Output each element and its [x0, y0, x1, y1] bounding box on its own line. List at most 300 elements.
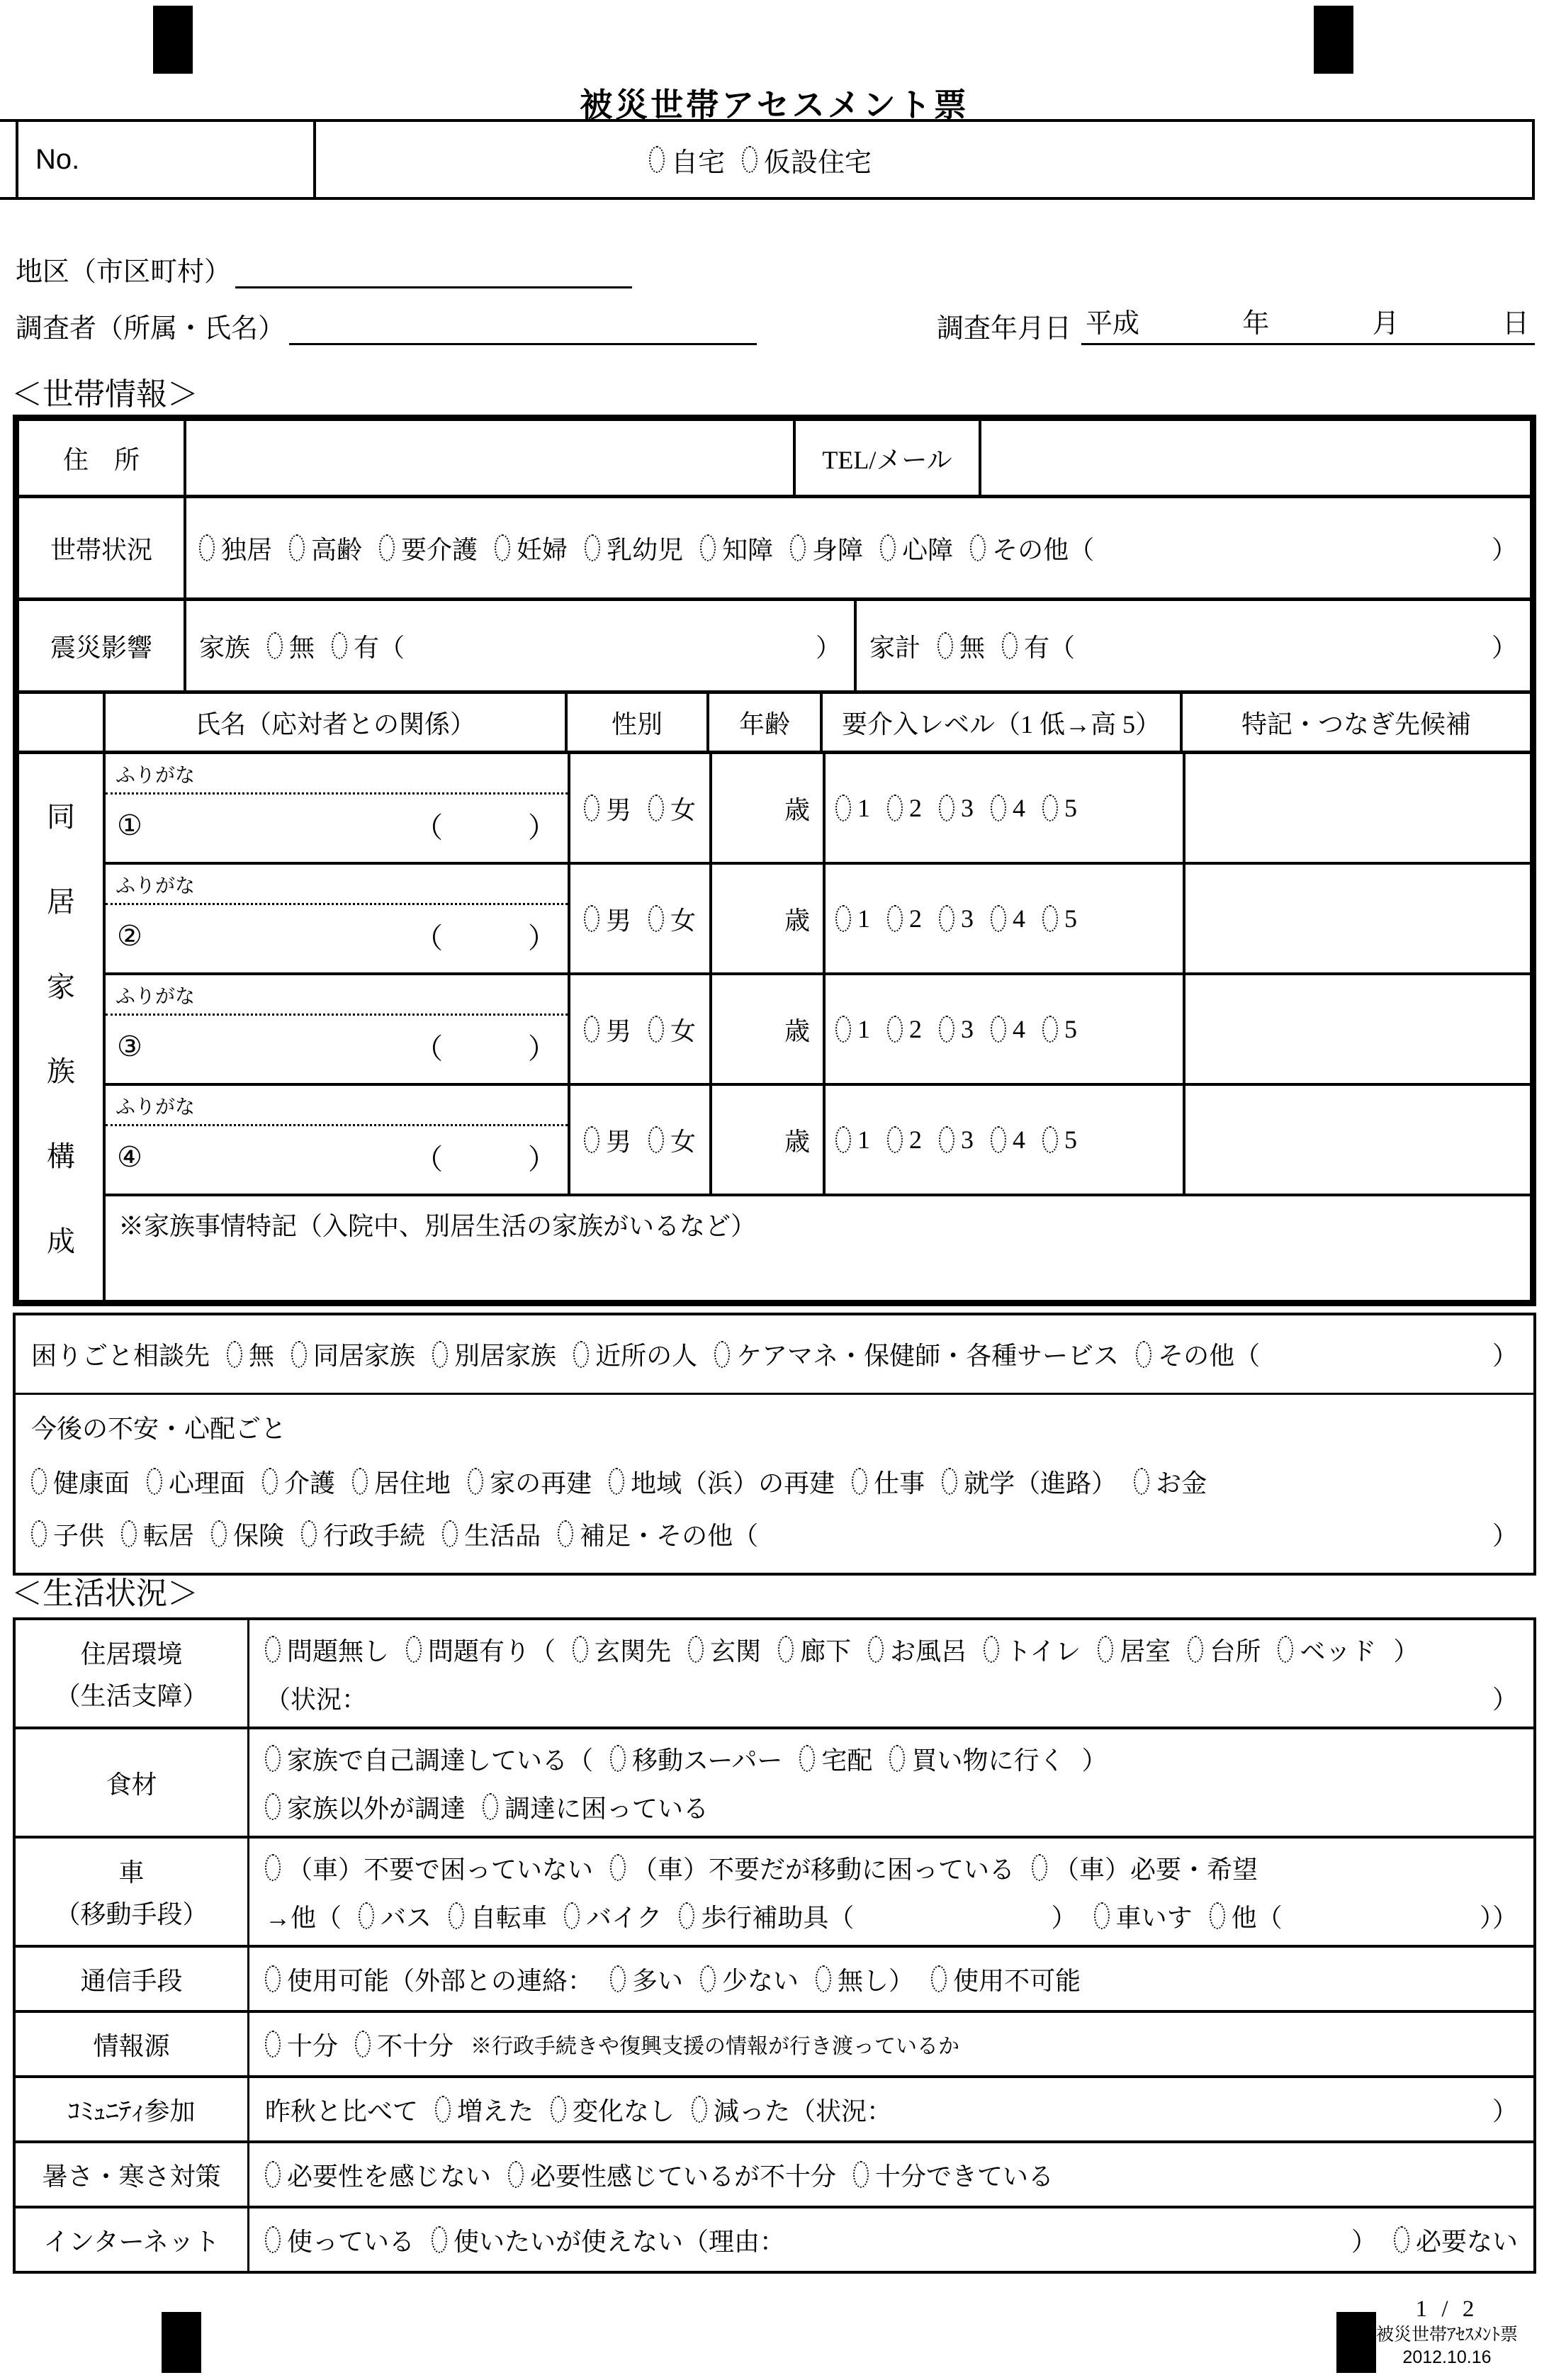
checkbox-oval-icon[interactable]: [887, 795, 903, 821]
checkbox-option[interactable]: [1094, 1898, 1193, 1934]
checkbox-oval-icon[interactable]: [289, 534, 305, 561]
checkbox-oval-icon[interactable]: [265, 1793, 281, 1820]
notes-cell[interactable]: [1183, 975, 1530, 1083]
checkbox-oval-icon[interactable]: [584, 905, 599, 932]
checkbox-oval-icon[interactable]: [211, 1520, 227, 1547]
checkbox-oval-icon[interactable]: [1042, 1016, 1058, 1043]
gender-options: [580, 790, 699, 826]
checkbox-option[interactable]: [289, 530, 362, 566]
checkbox-option[interactable]: [359, 1898, 432, 1934]
checkbox-option[interactable]: [984, 1632, 1081, 1668]
checkbox-oval-icon[interactable]: [609, 1468, 624, 1495]
checkbox-oval-icon[interactable]: [931, 1965, 947, 1992]
write-in-blank[interactable]: [871, 1892, 1034, 1939]
checkbox-option[interactable]: [970, 530, 1094, 566]
checkbox-oval-icon[interactable]: [508, 2161, 524, 2188]
checkbox-option[interactable]: [483, 1789, 709, 1825]
checkbox-oval-icon[interactable]: [573, 1341, 589, 1368]
static-text: ）: [1393, 1637, 1419, 1666]
checkbox-option[interactable]: [700, 530, 773, 566]
checkbox-option[interactable]: [573, 1336, 697, 1372]
checkbox-oval-icon[interactable]: [265, 2031, 281, 2058]
name-field[interactable]: [106, 795, 568, 862]
checkbox-oval-icon[interactable]: [1394, 2226, 1409, 2253]
checkbox-option[interactable]: [1136, 1336, 1260, 1372]
checkbox-oval-icon[interactable]: [584, 1016, 599, 1043]
checkbox-option[interactable]: [449, 1898, 547, 1934]
checkbox-option[interactable]: [700, 1961, 799, 1997]
write-in-blank[interactable]: [1300, 1892, 1463, 1939]
checkbox-oval-icon[interactable]: [1042, 795, 1058, 821]
checkbox-option[interactable]: [265, 1850, 593, 1886]
write-in-blank[interactable]: [775, 1508, 1475, 1560]
option-label: その他（: [1158, 1342, 1261, 1370]
option-label: 調達に困っている: [505, 1794, 709, 1823]
checkbox-option[interactable]: [853, 2157, 1054, 2193]
checkbox-oval-icon[interactable]: [700, 534, 716, 561]
age-field[interactable]: 歳: [709, 975, 823, 1083]
checkbox-option[interactable]: [508, 2157, 836, 2193]
checkbox-oval-icon[interactable]: [199, 534, 215, 561]
notes-cell[interactable]: [1183, 754, 1530, 862]
checkbox-option[interactable]: [31, 1464, 130, 1500]
checkbox-option[interactable]: [355, 2026, 454, 2062]
checkbox-oval-icon[interactable]: [714, 1341, 730, 1368]
relation-paren[interactable]: （ ）: [415, 1143, 556, 1175]
checkbox-oval-icon[interactable]: [379, 534, 395, 561]
age-field[interactable]: 歳: [709, 865, 823, 972]
checkbox-option[interactable]: [468, 1464, 592, 1500]
registration-mark: [153, 6, 193, 74]
checkbox-option[interactable]: [937, 628, 985, 664]
write-in-blank[interactable]: [422, 628, 799, 664]
checkbox-oval-icon[interactable]: [1094, 1902, 1110, 1929]
checkbox-option[interactable]: [1188, 1632, 1261, 1668]
housing-type-box: [0, 119, 1535, 200]
checkbox-option[interactable]: [649, 140, 725, 179]
checkbox-oval-icon[interactable]: [835, 905, 851, 932]
page-footer: [1376, 2295, 1518, 2369]
checkbox-oval-icon[interactable]: [692, 2096, 707, 2123]
checkbox-oval-icon[interactable]: [573, 1636, 588, 1663]
checkbox-oval-icon[interactable]: [648, 1016, 664, 1043]
checkbox-oval-icon[interactable]: [262, 1468, 278, 1495]
furigana-field[interactable]: ふりがな: [106, 1086, 568, 1126]
checkbox-oval-icon[interactable]: [584, 1126, 599, 1153]
checkbox-option[interactable]: [432, 1336, 556, 1372]
checkbox-option[interactable]: [1098, 1632, 1171, 1668]
checkbox-option[interactable]: [991, 1125, 1025, 1155]
family-member-row-2: [106, 862, 1530, 972]
checkbox-oval-icon[interactable]: [332, 632, 347, 659]
checkbox-option[interactable]: [265, 1789, 466, 1825]
checkbox-option[interactable]: [265, 2026, 338, 2062]
checkbox-oval-icon[interactable]: [585, 534, 600, 561]
checkbox-oval-icon[interactable]: [688, 1636, 704, 1663]
disaster-impact-row: [19, 597, 1530, 690]
checkbox-option[interactable]: [265, 1741, 593, 1777]
household-section-heading: ＜世帯情報＞: [11, 377, 198, 412]
care-level-options: [835, 1125, 1173, 1155]
checkbox-option[interactable]: [942, 1464, 1117, 1500]
checkbox-option[interactable]: [584, 1011, 631, 1048]
checkbox-option[interactable]: [584, 790, 631, 826]
static-text: ）: [1492, 1521, 1518, 1550]
tel-value-cell[interactable]: [979, 421, 1530, 495]
checkbox-option[interactable]: [816, 1961, 914, 1997]
option-label: 保険: [233, 1521, 285, 1550]
family-table-header-row: [19, 690, 1530, 751]
checkbox-option[interactable]: [1032, 1850, 1258, 1886]
static-text: ）: [1492, 2096, 1518, 2126]
address-value-cell[interactable]: [184, 421, 793, 495]
checkbox-oval-icon[interactable]: [265, 2226, 281, 2253]
checkbox-option[interactable]: [267, 628, 315, 664]
checkbox-option[interactable]: [265, 1961, 593, 1997]
checkbox-option[interactable]: [352, 1464, 451, 1500]
checkbox-option[interactable]: [648, 790, 696, 826]
checkbox-option[interactable]: [609, 1464, 835, 1500]
option-label: 1: [857, 1015, 870, 1043]
checkbox-oval-icon[interactable]: [435, 2096, 451, 2123]
option-label: 不十分: [377, 2031, 454, 2060]
checkbox-option[interactable]: [887, 1125, 922, 1155]
checkbox-option[interactable]: [147, 1464, 245, 1500]
living-row-label-line: 情報源: [93, 2031, 170, 2060]
option-label: ケアマネ・保健師・各種サービス: [736, 1342, 1120, 1370]
checkbox-oval-icon[interactable]: [991, 795, 1006, 821]
checkbox-oval-icon[interactable]: [887, 1126, 903, 1153]
write-in-blank[interactable]: [909, 2086, 1475, 2133]
checkbox-oval-icon[interactable]: [301, 1520, 317, 1547]
checkbox-option[interactable]: [778, 1632, 851, 1668]
checkbox-option[interactable]: [835, 793, 870, 823]
write-in-blank[interactable]: [1092, 628, 1475, 664]
checkbox-option[interactable]: [742, 140, 872, 179]
checkbox-oval-icon[interactable]: [584, 795, 599, 821]
checkbox-option[interactable]: [887, 793, 922, 823]
checkbox-oval-icon[interactable]: [406, 1636, 422, 1663]
checkbox-oval-icon[interactable]: [1042, 905, 1058, 932]
age-field[interactable]: 歳: [709, 754, 823, 862]
consultation-section: [13, 1313, 1536, 1576]
option-label: 男: [605, 1127, 631, 1156]
checkbox-oval-icon[interactable]: [265, 1854, 281, 1881]
checkbox-option[interactable]: [442, 1516, 541, 1552]
checkbox-oval-icon[interactable]: [265, 1965, 281, 1992]
checkbox-option[interactable]: [688, 1632, 761, 1668]
checkbox-oval-icon[interactable]: [147, 1468, 162, 1495]
checkbox-option[interactable]: [379, 530, 478, 566]
checkbox-option[interactable]: [991, 1014, 1025, 1044]
checkbox-option[interactable]: [610, 1741, 782, 1777]
checkbox-oval-icon[interactable]: [887, 905, 903, 932]
name-field[interactable]: [106, 1016, 568, 1083]
checkbox-option[interactable]: [991, 904, 1025, 933]
checkbox-option[interactable]: [1134, 1464, 1207, 1500]
living-options-line: [265, 1735, 1518, 1782]
checkbox-oval-icon[interactable]: [610, 1854, 626, 1881]
checkbox-oval-icon[interactable]: [648, 905, 664, 932]
checkbox-oval-icon[interactable]: [449, 1902, 464, 1929]
furigana-field[interactable]: ふりがな: [106, 865, 568, 905]
checkbox-option[interactable]: [1002, 628, 1075, 664]
option-label: 男: [605, 795, 631, 824]
checkbox-option[interactable]: [585, 530, 683, 566]
checkbox-oval-icon[interactable]: [970, 534, 986, 561]
option-label: 十分: [287, 2031, 339, 2060]
checkbox-option[interactable]: [790, 530, 863, 566]
checkbox-option[interactable]: [332, 628, 405, 664]
checkbox-oval-icon[interactable]: [868, 1636, 884, 1663]
checkbox-oval-icon[interactable]: [468, 1468, 483, 1495]
option-label: 家の再建: [490, 1469, 592, 1498]
checkbox-oval-icon[interactable]: [778, 1636, 794, 1663]
surveyor-label: 調査者（所属・氏名）: [16, 314, 286, 344]
checkbox-oval-icon[interactable]: [649, 146, 665, 173]
name-field[interactable]: [106, 905, 568, 972]
checkbox-oval-icon[interactable]: [1002, 632, 1018, 659]
checkbox-oval-icon[interactable]: [799, 1745, 815, 1772]
checkbox-option[interactable]: [889, 1741, 1064, 1777]
checkbox-option[interactable]: [301, 1516, 425, 1552]
family-member-row-1: [106, 754, 1530, 862]
checkbox-option[interactable]: [564, 1898, 662, 1934]
checkbox-oval-icon[interactable]: [984, 1636, 999, 1663]
option-label: バス: [381, 1903, 432, 1932]
checkbox-oval-icon[interactable]: [700, 1965, 716, 1992]
option-label: 介護: [284, 1469, 336, 1498]
checkbox-option[interactable]: [939, 904, 974, 933]
checkbox-oval-icon[interactable]: [648, 1126, 664, 1153]
checkbox-option[interactable]: [495, 530, 568, 566]
checkbox-oval-icon[interactable]: [265, 1745, 281, 1772]
living-row-label-line: 住居環境: [80, 1640, 183, 1668]
checkbox-option[interactable]: [573, 1632, 671, 1668]
write-in-blank[interactable]: [384, 1674, 1475, 1721]
checkbox-oval-icon[interactable]: [551, 2096, 566, 2123]
checkbox-oval-icon[interactable]: [939, 1126, 954, 1153]
relation-paren[interactable]: （ ）: [415, 1033, 556, 1065]
notes-cell[interactable]: [1183, 865, 1530, 972]
checkbox-oval-icon[interactable]: [1210, 1902, 1225, 1929]
name-write-in-blank[interactable]: [142, 1016, 415, 1077]
checkbox-option[interactable]: [610, 1850, 1015, 1886]
checkbox-option[interactable]: [1278, 1632, 1376, 1668]
checkbox-oval-icon[interactable]: [742, 146, 757, 173]
checkbox-oval-icon[interactable]: [939, 905, 954, 932]
checkbox-oval-icon[interactable]: [564, 1902, 580, 1929]
district-label: 地区（市区町村）: [16, 257, 232, 287]
future-worries-block: [16, 1395, 1533, 1573]
checkbox-oval-icon[interactable]: [610, 1745, 626, 1772]
living-row-label-line: ｺﾐｭﾆﾃｨ参加: [67, 2096, 196, 2126]
relation-paren[interactable]: （ ）: [415, 812, 556, 843]
checkbox-option[interactable]: [835, 1014, 870, 1044]
living-section-heading: ＜生活状況＞: [11, 1576, 198, 1611]
checkbox-option[interactable]: [262, 1464, 335, 1500]
checkbox-oval-icon[interactable]: [887, 1016, 903, 1043]
checkbox-oval-icon[interactable]: [355, 2031, 371, 2058]
family-group-vertical-label: 同 居 家 族 構 成: [47, 801, 75, 1257]
checkbox-option[interactable]: [880, 530, 953, 566]
living-options-line: [265, 2086, 1518, 2133]
checkbox-oval-icon[interactable]: [432, 1341, 448, 1368]
checkbox-oval-icon[interactable]: [835, 1016, 851, 1043]
checkbox-option[interactable]: [610, 1961, 683, 1997]
checkbox-oval-icon[interactable]: [853, 2161, 869, 2188]
checkbox-oval-icon[interactable]: [291, 1341, 307, 1368]
checkbox-oval-icon[interactable]: [1098, 1636, 1113, 1663]
checkbox-oval-icon[interactable]: [610, 1965, 626, 1992]
checkbox-oval-icon[interactable]: [352, 1468, 368, 1495]
name-write-in-blank[interactable]: [142, 905, 415, 967]
name-write-in-blank[interactable]: [142, 795, 415, 856]
checkbox-oval-icon[interactable]: [816, 1965, 831, 1992]
checkbox-option[interactable]: [406, 1632, 556, 1668]
checkbox-option[interactable]: [939, 793, 974, 823]
checkbox-oval-icon[interactable]: [991, 1126, 1006, 1153]
write-in-blank[interactable]: [1111, 530, 1475, 566]
checkbox-option[interactable]: [714, 1336, 1119, 1372]
checkbox-option[interactable]: [939, 1014, 974, 1044]
checkbox-oval-icon[interactable]: [31, 1468, 47, 1495]
checkbox-option[interactable]: [1394, 2222, 1518, 2258]
checkbox-option[interactable]: [1042, 1125, 1077, 1155]
checkbox-oval-icon[interactable]: [1134, 1468, 1149, 1495]
option-label: 居室: [1120, 1637, 1171, 1666]
checkbox-oval-icon[interactable]: [442, 1520, 458, 1547]
checkbox-oval-icon[interactable]: [121, 1520, 137, 1547]
impact-family-options: [199, 628, 841, 664]
checkbox-option[interactable]: [265, 2157, 491, 2193]
checkbox-oval-icon[interactable]: [1032, 1854, 1047, 1881]
checkbox-option[interactable]: [648, 901, 696, 937]
district-input-line[interactable]: [235, 254, 632, 288]
checkbox-option[interactable]: [648, 1011, 696, 1048]
checkbox-option[interactable]: [435, 2092, 534, 2128]
furigana-field[interactable]: ふりがな: [106, 975, 568, 1016]
option-label: 2: [909, 904, 922, 933]
write-in-blank[interactable]: [802, 2216, 1334, 2263]
checkbox-oval-icon[interactable]: [939, 1016, 954, 1043]
checkbox-option[interactable]: [211, 1516, 284, 1552]
checkbox-oval-icon[interactable]: [937, 632, 953, 659]
notes-cell[interactable]: [1183, 1086, 1530, 1194]
checkbox-option[interactable]: [1042, 904, 1077, 933]
page-number: 1 / 2: [1415, 2296, 1479, 2322]
option-label: 必要ない: [1415, 2227, 1518, 2256]
month-suffix: 月: [1372, 309, 1399, 339]
checkbox-oval-icon[interactable]: [1278, 1636, 1293, 1663]
checkbox-option[interactable]: [835, 904, 870, 933]
checkbox-oval-icon[interactable]: [835, 795, 851, 821]
checkbox-oval-icon[interactable]: [790, 534, 806, 561]
checkbox-oval-icon[interactable]: [679, 1902, 694, 1929]
checkbox-option[interactable]: [648, 1122, 696, 1158]
checkbox-oval-icon[interactable]: [31, 1520, 47, 1547]
static-text: 困りごと相談先: [31, 1342, 210, 1370]
checkbox-option[interactable]: [584, 1122, 631, 1158]
checkbox-option[interactable]: [558, 1516, 758, 1552]
option-label: 歩行補助具（: [701, 1903, 855, 1932]
checkbox-oval-icon[interactable]: [991, 905, 1006, 932]
option-label: 玄関: [710, 1637, 762, 1666]
option-label: 高齢: [311, 535, 363, 564]
checkbox-oval-icon[interactable]: [1188, 1636, 1203, 1663]
checkbox-option[interactable]: [265, 1632, 389, 1668]
checkbox-option[interactable]: [679, 1898, 854, 1934]
checkbox-option[interactable]: [939, 1125, 974, 1155]
checkbox-option[interactable]: [265, 2222, 415, 2258]
furigana-field[interactable]: ふりがな: [106, 754, 568, 795]
option-label: 転居: [143, 1521, 195, 1550]
checkbox-oval-icon[interactable]: [359, 1902, 374, 1929]
option-label: （車）不要だが移動に困っている: [632, 1855, 1015, 1884]
checkbox-option[interactable]: [291, 1336, 415, 1372]
surveyor-input-line[interactable]: [289, 310, 757, 345]
family-note-area[interactable]: ※家族事情特記（入院中、別居生活の家族がいるなど）: [118, 1212, 757, 1240]
checkbox-option[interactable]: [121, 1516, 194, 1552]
checkbox-option[interactable]: [868, 1632, 967, 1668]
checkbox-option[interactable]: [1042, 793, 1077, 823]
checkbox-option[interactable]: [931, 1961, 1081, 1997]
checkbox-option[interactable]: [835, 1125, 870, 1155]
checkbox-oval-icon[interactable]: [1042, 1126, 1058, 1153]
name-field[interactable]: [106, 1126, 568, 1194]
checkbox-option[interactable]: [227, 1336, 274, 1372]
checkbox-option[interactable]: [887, 904, 922, 933]
checkbox-oval-icon[interactable]: [265, 1636, 281, 1663]
name-write-in-blank[interactable]: [142, 1126, 415, 1188]
write-in-blank[interactable]: [1277, 1315, 1475, 1393]
checkbox-option[interactable]: [551, 2092, 675, 2128]
checkbox-oval-icon[interactable]: [991, 1016, 1006, 1043]
relation-paren[interactable]: （ ）: [415, 922, 556, 954]
checkbox-option[interactable]: [432, 2222, 785, 2258]
checkbox-oval-icon[interactable]: [852, 1468, 867, 1495]
checkbox-oval-icon[interactable]: [889, 1745, 905, 1772]
checkbox-option[interactable]: [1042, 1014, 1077, 1044]
checkbox-oval-icon[interactable]: [495, 534, 510, 561]
checkbox-option[interactable]: [799, 1741, 872, 1777]
survey-date-input-line[interactable]: [1081, 309, 1535, 345]
checkbox-option[interactable]: [31, 1516, 104, 1552]
option-label: トイレ: [1006, 1637, 1081, 1666]
checkbox-option[interactable]: [887, 1014, 922, 1044]
checkbox-oval-icon[interactable]: [1136, 1341, 1151, 1368]
checkbox-oval-icon[interactable]: [432, 2226, 447, 2253]
age-field[interactable]: 歳: [709, 1086, 823, 1194]
checkbox-option[interactable]: [852, 1464, 925, 1500]
checkbox-oval-icon[interactable]: [267, 632, 283, 659]
checkbox-oval-icon[interactable]: [227, 1341, 242, 1368]
checkbox-option[interactable]: [692, 2092, 892, 2128]
checkbox-oval-icon[interactable]: [942, 1468, 957, 1495]
checkbox-option[interactable]: [1210, 1898, 1283, 1934]
checkbox-oval-icon[interactable]: [939, 795, 954, 821]
checkbox-oval-icon[interactable]: [880, 534, 896, 561]
checkbox-option[interactable]: [991, 793, 1025, 823]
checkbox-oval-icon[interactable]: [558, 1520, 573, 1547]
checkbox-oval-icon[interactable]: [648, 795, 664, 821]
checkbox-oval-icon[interactable]: [835, 1126, 851, 1153]
checkbox-oval-icon[interactable]: [265, 2161, 281, 2188]
checkbox-oval-icon[interactable]: [483, 1793, 498, 1820]
checkbox-option[interactable]: [199, 530, 272, 566]
checkbox-option[interactable]: [584, 901, 631, 937]
option-label: 2: [909, 794, 922, 822]
